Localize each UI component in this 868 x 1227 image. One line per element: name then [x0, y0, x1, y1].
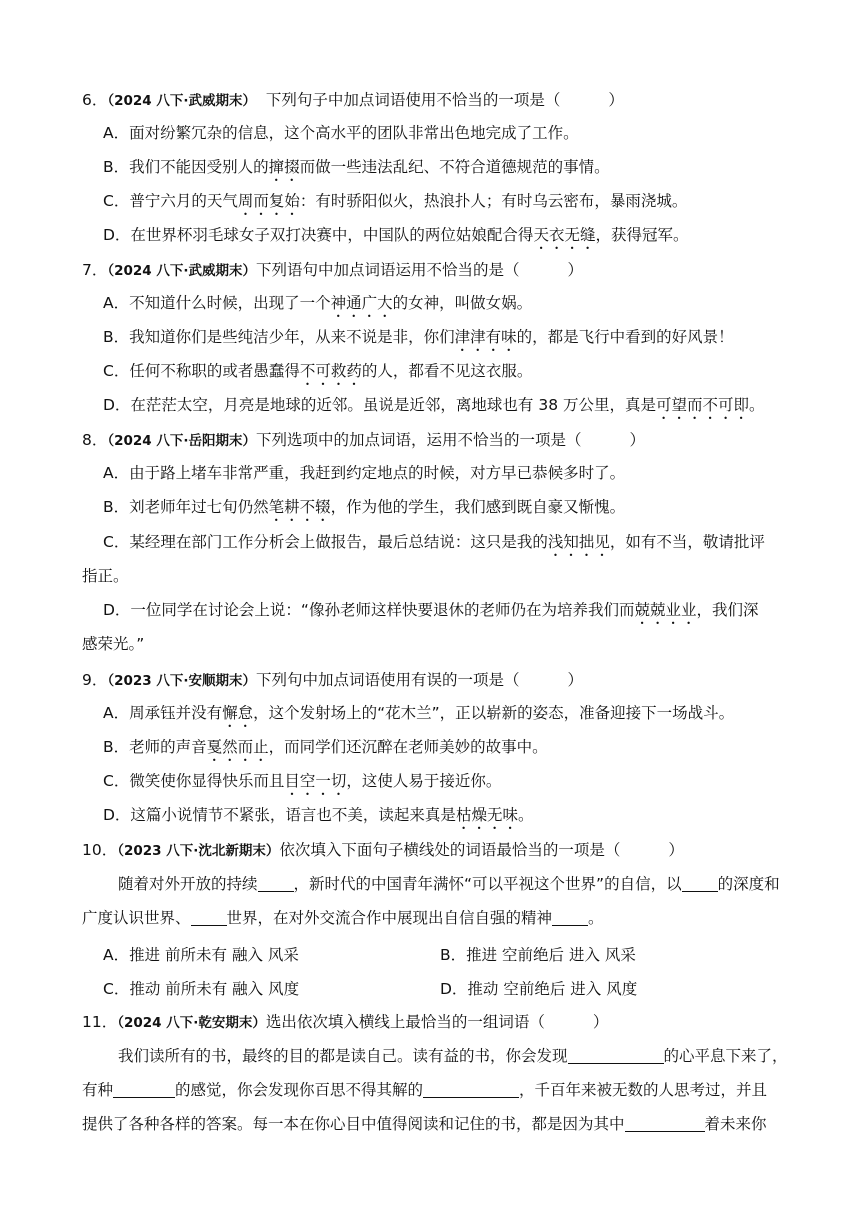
- question-10-stem: 10．（2023 八下·沈北新期末）依次填入下面句子横线处的词语最恰当的一项是（ ）: [82, 841, 684, 859]
- dotted-term: 笔耕不辍: [268, 498, 331, 516]
- q6-option-d: D．在世界杯羽毛球女子双打决赛中，中国队的两位姑娘配合得天衣无缝，获得冠军。: [103, 226, 689, 244]
- q10-option-c: C．推动 前所未有 融入 风度: [103, 980, 300, 998]
- dotted-term: 周而复始: [237, 192, 300, 210]
- q8-option-d: D．一位同学在讨论会上说：“像孙老师这样快要退休的老师仍在为培养我们而兢兢业业，我们深: [103, 601, 759, 619]
- q8-option-d-cont: 感荣光。”: [82, 635, 145, 653]
- fill-blank: [191, 909, 227, 926]
- q11-passage-line-3: 提供了各种各样的答案。每一本在你心目中值得阅读和记住的书，都是因为其中 着未来你: [82, 1115, 767, 1133]
- q8-option-b: B．刘老师年过七旬仍然笔耕不辍，作为他的学生，我们感到既自豪又惭愧。: [103, 498, 626, 516]
- fill-blank: [423, 1081, 519, 1098]
- q11-passage-line-2: 有种 的感觉，你会发现你百思不得其解的 ，千百年来被无数的人思考过，并且: [82, 1081, 768, 1099]
- fill-blank: [682, 875, 718, 892]
- dotted-term: 枯燥无味: [455, 806, 518, 824]
- question-text: 下列句子中加点词语使用不恰当的一项是（: [265, 91, 561, 109]
- dotted-term: 天衣无缝: [533, 226, 596, 244]
- q9-option-d: D．这篇小说情节不紧张，语言也不美，读起来真是枯燥无味。: [103, 806, 534, 824]
- dotted-term: 可望而不可即: [656, 396, 750, 414]
- q9-option-b: B．老师的声音戛然而止，而同学们还沉醉在老师美妙的故事中。: [103, 738, 548, 756]
- dotted-term: 津津有味: [454, 328, 517, 346]
- dotted-term: 浅知拙见: [547, 533, 610, 551]
- q10-option-d: D．推动 空前绝后 进入 风度: [440, 980, 638, 998]
- fill-blank: [258, 875, 294, 892]
- q7-option-a: A．不知道什么时候，出现了一个神通广大的女神，叫做女娲。: [103, 294, 533, 312]
- q8-option-c-cont: 指正。: [82, 567, 129, 585]
- q10-passage-line-2: 广度认识世界、 世界，在对外交流合作中展现出自信自强的精神 。: [82, 909, 604, 927]
- q6-option-c: C．普宁六月的天气周而复始：有时骄阳似火，热浪扑人；有时乌云密布，暴雨浇城。: [103, 192, 688, 210]
- q8-option-a: A．由于路上堵车非常严重，我赶到约定地点的时候，对方早已恭候多时了。: [103, 464, 626, 482]
- q11-passage-line-1: 我们读所有的书，最终的目的都是读自己。读有益的书，你会发现 的心平息下来了，: [118, 1047, 788, 1065]
- question-8-stem: 8．（2024 八下·岳阳期末）下列选项中的加点词语，运用不恰当的一项是（ ）: [82, 431, 646, 449]
- dotted-term: 兢兢业业: [634, 601, 697, 619]
- q7-option-b: B．我知道你们是些纯洁少年，从来不说是非，你们津津有味的，都是飞行中看到的好风景！: [103, 328, 734, 346]
- fill-blank: [625, 1115, 705, 1132]
- dotted-term: 目空一切: [284, 772, 347, 790]
- q10-option-b: B．推进 空前绝后 进入 风采: [440, 946, 636, 964]
- question-6-stem: 6．（2024 八下·武威期末） 下列句子中加点词语使用不恰当的一项是（ ）: [82, 91, 624, 109]
- q6-option-b: B．我们不能因受别人的撺掇而做一些违法乱纪、不符合道德规范的事情。: [103, 158, 610, 176]
- q9-option-a: A．周承钰并没有懈怠，这个发射场上的“花木兰”，正以崭新的姿态，准备迎接下一场战斗。: [103, 704, 735, 722]
- dotted-term: 懈怠: [222, 704, 254, 722]
- fill-blank: [568, 1047, 664, 1064]
- q7-option-c: C．任何不称职的或者愚蠢得不可救药的人，都看不见这衣服。: [103, 362, 533, 380]
- q10-option-a: A．推进 前所未有 融入 风采: [103, 946, 299, 964]
- question-11-stem: 11．（2024 八下·乾安期末）选出依次填入横线上最恰当的一组词语（ ）: [82, 1013, 609, 1031]
- q7-option-d: D．在茫茫太空，月亮是地球的近邻。虽说是近邻，离地球也有 38 万公里，真是可望而不可即。: [103, 396, 765, 414]
- question-source: （2024 八下·武威期末）: [107, 93, 257, 109]
- dotted-term: 撺掇: [268, 158, 300, 176]
- fill-blank: [552, 909, 588, 926]
- fill-blank: [113, 1081, 175, 1098]
- dotted-term: 不可救药: [299, 362, 362, 380]
- dotted-term: 戛然而止: [206, 738, 269, 756]
- q8-option-c: C．某经理在部门工作分析会上做报告，最后总结说：这只是我的浅知拙见，如有不当，敬请批评: [103, 533, 765, 551]
- dotted-term: 神通广大: [330, 294, 393, 312]
- question-number: 6．: [82, 91, 108, 109]
- q6-option-a: A．面对纷繁冗杂的信息，这个高水平的团队非常出色地完成了工作。: [103, 124, 579, 142]
- question-9-stem: 9．（2023 八下·安顺期末）下列句中加点词语使用有误的一项是（ ）: [82, 671, 584, 689]
- q10-passage-line-1: 随着对外开放的持续 ，新时代的中国青年满怀“可以平视这个世界”的自信，以 的深度和: [118, 875, 780, 893]
- q9-option-c: C．微笑使你显得快乐而且目空一切，这使人易于接近你。: [103, 772, 502, 790]
- question-7-stem: 7．（2024 八下·武威期末）下列语句中加点词语运用不恰当的是（ ）: [82, 261, 584, 279]
